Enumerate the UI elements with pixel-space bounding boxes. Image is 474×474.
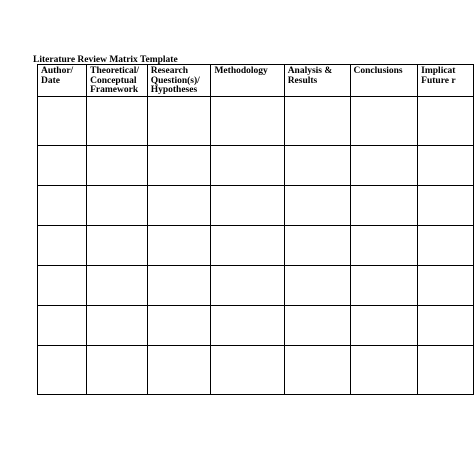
matrix-cell xyxy=(147,185,211,225)
matrix-cell xyxy=(147,305,211,345)
matrix-row xyxy=(38,225,474,265)
matrix-row xyxy=(38,96,474,145)
matrix-cell xyxy=(418,305,474,345)
matrix-cell xyxy=(418,225,474,265)
col-header-research-questions: Research Question(s)/ Hypotheses xyxy=(147,65,211,97)
matrix-cell xyxy=(284,305,350,345)
matrix-cell xyxy=(418,345,474,394)
matrix-cell xyxy=(418,96,474,145)
document-title: Literature Review Matrix Template xyxy=(33,55,178,65)
matrix-row xyxy=(38,185,474,225)
matrix-cell xyxy=(284,345,350,394)
matrix-row xyxy=(38,305,474,345)
col-header-implications: Implicat Future r xyxy=(418,65,474,97)
matrix-cell xyxy=(418,145,474,185)
matrix-cell xyxy=(38,225,87,265)
matrix-cell xyxy=(147,225,211,265)
matrix-cell xyxy=(284,96,350,145)
col-header-analysis-results: Analysis & Results xyxy=(284,65,350,97)
matrix-cell xyxy=(87,145,148,185)
matrix-cell xyxy=(350,145,418,185)
matrix-cell xyxy=(350,96,418,145)
matrix-cell xyxy=(87,225,148,265)
matrix-cell xyxy=(418,185,474,225)
matrix-row xyxy=(38,345,474,394)
matrix-cell xyxy=(147,96,211,145)
matrix-cell xyxy=(211,185,284,225)
matrix-cell xyxy=(211,305,284,345)
matrix-cell xyxy=(147,265,211,305)
matrix-cell xyxy=(38,265,87,305)
matrix-cell xyxy=(284,265,350,305)
matrix-cell xyxy=(38,185,87,225)
header-row xyxy=(38,65,474,97)
col-header-conclusions: Conclusions xyxy=(350,65,418,97)
matrix-cell xyxy=(211,225,284,265)
matrix-cell xyxy=(87,265,148,305)
matrix-cell xyxy=(418,265,474,305)
matrix-row xyxy=(38,145,474,185)
matrix-cell xyxy=(284,145,350,185)
matrix-cell xyxy=(350,185,418,225)
matrix-cell xyxy=(38,145,87,185)
matrix-row xyxy=(38,265,474,305)
matrix-cell xyxy=(350,345,418,394)
matrix-cell xyxy=(284,185,350,225)
matrix-cell xyxy=(211,96,284,145)
matrix-cell xyxy=(87,345,148,394)
matrix-cell xyxy=(350,225,418,265)
matrix-cell xyxy=(87,305,148,345)
col-header-methodology: Methodology xyxy=(211,65,284,97)
matrix-cell xyxy=(147,345,211,394)
matrix-cell xyxy=(87,96,148,145)
matrix-cell xyxy=(38,305,87,345)
matrix-cell xyxy=(211,345,284,394)
matrix-cell xyxy=(350,265,418,305)
matrix-cell xyxy=(284,225,350,265)
matrix-cell xyxy=(38,96,87,145)
matrix-cell xyxy=(211,265,284,305)
col-header-theoretical-framework: Theoretical/ Conceptual Framework xyxy=(87,65,148,97)
matrix-cell xyxy=(38,345,87,394)
matrix-cell xyxy=(211,145,284,185)
matrix-cell xyxy=(87,185,148,225)
col-header-author-date: Author/ Date xyxy=(38,65,87,97)
matrix-cell xyxy=(350,305,418,345)
literature-review-matrix xyxy=(37,64,474,395)
matrix-cell xyxy=(147,145,211,185)
